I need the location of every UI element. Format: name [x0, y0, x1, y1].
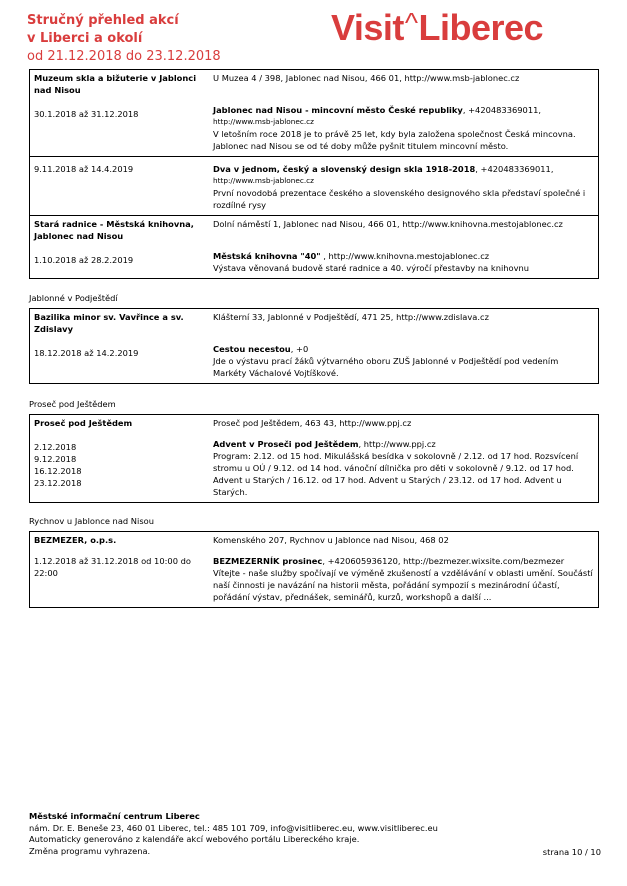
venue-block	[30, 70, 598, 156]
event-name: BEZMEZERNÍK prosinec	[213, 556, 323, 566]
event-title	[213, 163, 594, 175]
venue-block	[30, 309, 598, 383]
event-description: V letošním roce 2018 je to právě 25 let, kdy byla založena společnost Česká mincovna. Jablonec nad Nisou se od té doby může pyšnit titulem mincovní město.	[213, 129, 576, 151]
venue-address: Proseč pod Ještědem, 463 43, http://www.ppj.cz	[213, 418, 412, 428]
venue-name: Stará radnice - Městská knihovna, Jablonec nad Nisou	[34, 219, 194, 241]
page-number: strana 10 / 10	[542, 847, 601, 857]
event-row	[30, 156, 598, 215]
visit-liberec-logo: Visit^Liberec	[331, 7, 544, 48]
event-contact: , +420483369011,	[462, 105, 542, 115]
venue-box	[29, 531, 599, 608]
event-contact: , +420605936120, http://bezmezer.wixsite.com/bezmezer	[322, 556, 565, 566]
event-dates: 9.11.2018 až 14.4.2019	[34, 164, 134, 174]
event-dates: 18.12.2018 až 14.2.2019	[34, 348, 139, 358]
title-line-1: Stručný přehled akcí	[27, 13, 179, 28]
event-url: http://www.msb-jablonec.cz	[213, 117, 314, 126]
location-heading: Jablonné v Podještědí	[29, 293, 118, 303]
event-title	[213, 104, 594, 116]
event-dates: 30.1.2018 až 31.12.2018	[34, 109, 139, 119]
page-footer	[29, 811, 438, 857]
event-name: Advent v Proseči pod Ještědem	[213, 439, 359, 449]
venue-block	[30, 532, 598, 607]
event-name: Jablonec nad Nisou - mincovní město České republiky	[213, 105, 463, 115]
event-description: Program: 2.12. od 15 hod. Mikulášská besídka v sokolovně / 2.12. od 17 hod. Rozsvícení stromu u OÚ / 9.12. od 14 hod. vánoční dílnička pro děti v sokolovně / 9.12. od 17 hod. Advent u Starých / 16.12. od 17 hod. Advent u Starých / 23.12. od 17 hod. Advent u Starých.	[213, 451, 579, 497]
event-contact: , http://www.knihovna.mestojablonec.cz	[320, 251, 490, 261]
event-name: Městská knihovna "40"	[213, 251, 321, 261]
event-description: Jde o výstavu prací žáků výtvarného oboru ZUŠ Jablonné v Podještědí pod vedením Markéty Váchalové Vojtíškové.	[213, 356, 559, 378]
venue-box	[29, 69, 599, 279]
date-range: od 21.12.2018 do 23.12.2018	[27, 49, 221, 64]
venue-block	[30, 215, 598, 278]
event-title	[213, 438, 594, 450]
event-title	[213, 250, 594, 262]
event-description: První novodobá prezentace českého a slovenského designového skla představí společné i rozdílné rysy	[213, 188, 586, 210]
event-description: Vítejte - naše služby spočívají ve výměně zkušeností a vzdělávání v oblasti umění. Součástí naší činnosti je navázání na historii města, pořádání sympozií s mezinárodní účastí, pořádání výstav, přednášek, seminářů, kurzů, workshopů a další ...	[213, 568, 593, 602]
footer-organization: Městské informační centrum Liberec	[29, 811, 200, 821]
event-dates: 1.10.2018 až 28.2.2019	[34, 255, 134, 265]
venue-block	[30, 415, 598, 502]
document-title	[27, 12, 179, 48]
venue-name: Bazilika minor sv. Vavřince a sv. Zdislavy	[34, 312, 184, 334]
event-name: Cestou necestou	[213, 344, 291, 354]
venue-name: Proseč pod Ještědem	[34, 418, 133, 428]
event-contact: , +420483369011,	[475, 164, 554, 174]
footer-note: Automaticky generováno z kalendáře akcí webového portálu Libereckého kraje.	[29, 834, 360, 844]
event-name: Dva v jednom, český a slovenský design skla 1918-2018	[213, 164, 476, 174]
event-dates: 1.12.2018 až 31.12.2018 od 10:00 do 22:00	[34, 556, 191, 578]
event-url: http://www.msb-jablonec.cz	[213, 176, 314, 185]
footer-note: Změna programu vyhrazena.	[29, 845, 151, 856]
event-contact: , +0	[290, 344, 309, 354]
venue-address: Klášterní 33, Jablonné v Podještědí, 471 25, http://www.zdislava.cz	[213, 312, 489, 322]
venue-address: U Muzea 4 / 398, Jablonec nad Nisou, 466 01, http://www.msb-jablonec.cz	[213, 73, 520, 83]
venue-box	[29, 414, 599, 503]
footer-address: nám. Dr. E. Beneše 23, 460 01 Liberec, tel.: 485 101 709, info@visitliberec.eu, www.visitliberec.eu	[29, 822, 438, 833]
venue-address: Dolní náměstí 1, Jablonec nad Nisou, 466 01, http://www.knihovna.mestojablonec.cz	[213, 219, 563, 229]
event-contact: , http://www.ppj.cz	[358, 439, 436, 449]
venue-address: Komenského 207, Rychnov u Jablonce nad Nisou, 468 02	[213, 535, 449, 545]
venue-name: BEZMEZER, o.p.s.	[34, 535, 117, 545]
event-dates: 2.12.2018 9.12.2018 16.12.2018 23.12.2018	[34, 442, 82, 488]
event-description: Výstava věnovaná budově staré radnice a 40. výročí přestavby na knihovnu	[213, 263, 530, 273]
venue-box	[29, 308, 599, 384]
location-heading: Rychnov u Jablonce nad Nisou	[29, 516, 154, 526]
event-title	[213, 555, 594, 567]
title-line-2: v Liberci a okolí	[27, 31, 143, 46]
venue-name: Muzeum skla a bižuterie v Jablonci nad Nisou	[34, 73, 197, 95]
location-heading: Proseč pod Ještědem	[29, 399, 116, 409]
event-title	[213, 343, 594, 355]
